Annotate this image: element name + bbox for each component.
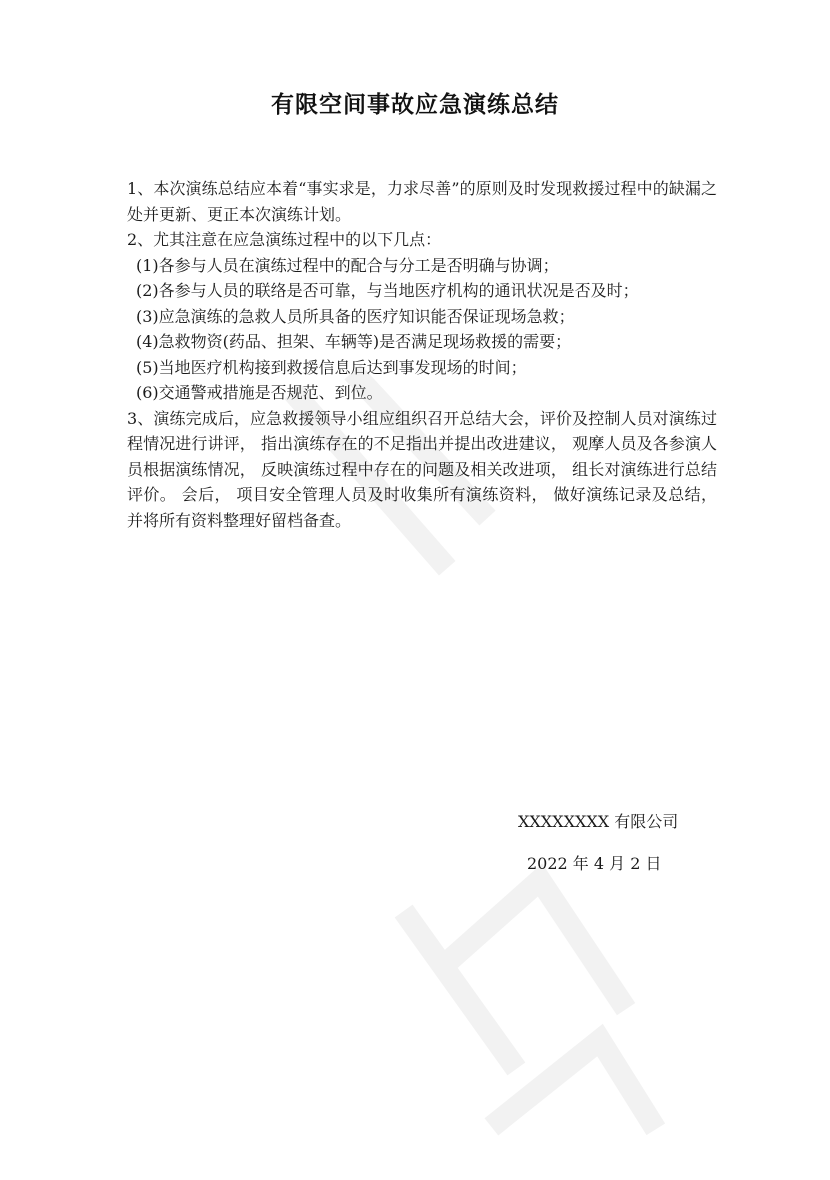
paragraph-1: 1、本次演练总结应本着“事实求是，力求尽善”的原则及时发现救援过程中的缺漏之处并更新、更正本次演练计划。	[127, 179, 717, 224]
signature-company: XXXXXXXX 有限公司	[518, 812, 679, 831]
signature-date: 2022 年 4 月 2 日	[527, 854, 662, 873]
list-item: (6)交通警戒措施是否规范、到位。	[136, 383, 383, 402]
list-item: (4)急救物资(药品、担架、车辆等)是否满足现场救援的需要；	[136, 332, 572, 351]
document-title: 有限空间事故应急演练总结	[271, 92, 559, 118]
list-item: (5)当地医疗机构接到救援信息后达到事发现场的时间；	[136, 357, 527, 377]
paragraph-2: 2、尤其注意在应急演练过程中的以下几点：	[127, 230, 442, 249]
list-item: (3)应急演练的急救人员所具备的医疗知识能否保证现场急救；	[136, 306, 575, 326]
paragraph-3: 3、演练完成后，应急救援领导小组应组织召开总结大会，评价及控制人员对演练过程情况进行讲评， 指出演练存在的不足指出并提出改进建议， 观摩人员及各参演人员根据演练情况， 反映演练过程中存在的问题及相关改进项， 组长对演练进行总结评价。 会后， 项目安全管理人员及时收集所有演练资料， 做好演练记录及总结，并将所有资料整理好留档备查。	[127, 408, 717, 530]
document-body	[127, 176, 717, 533]
list-item: (2)各参与人员的联络是否可靠，与当地医疗机构的通讯状况是否及时；	[136, 281, 639, 300]
list-item: (1)各参与人员在演练过程中的配合与分工是否明确与协调；	[136, 255, 559, 275]
